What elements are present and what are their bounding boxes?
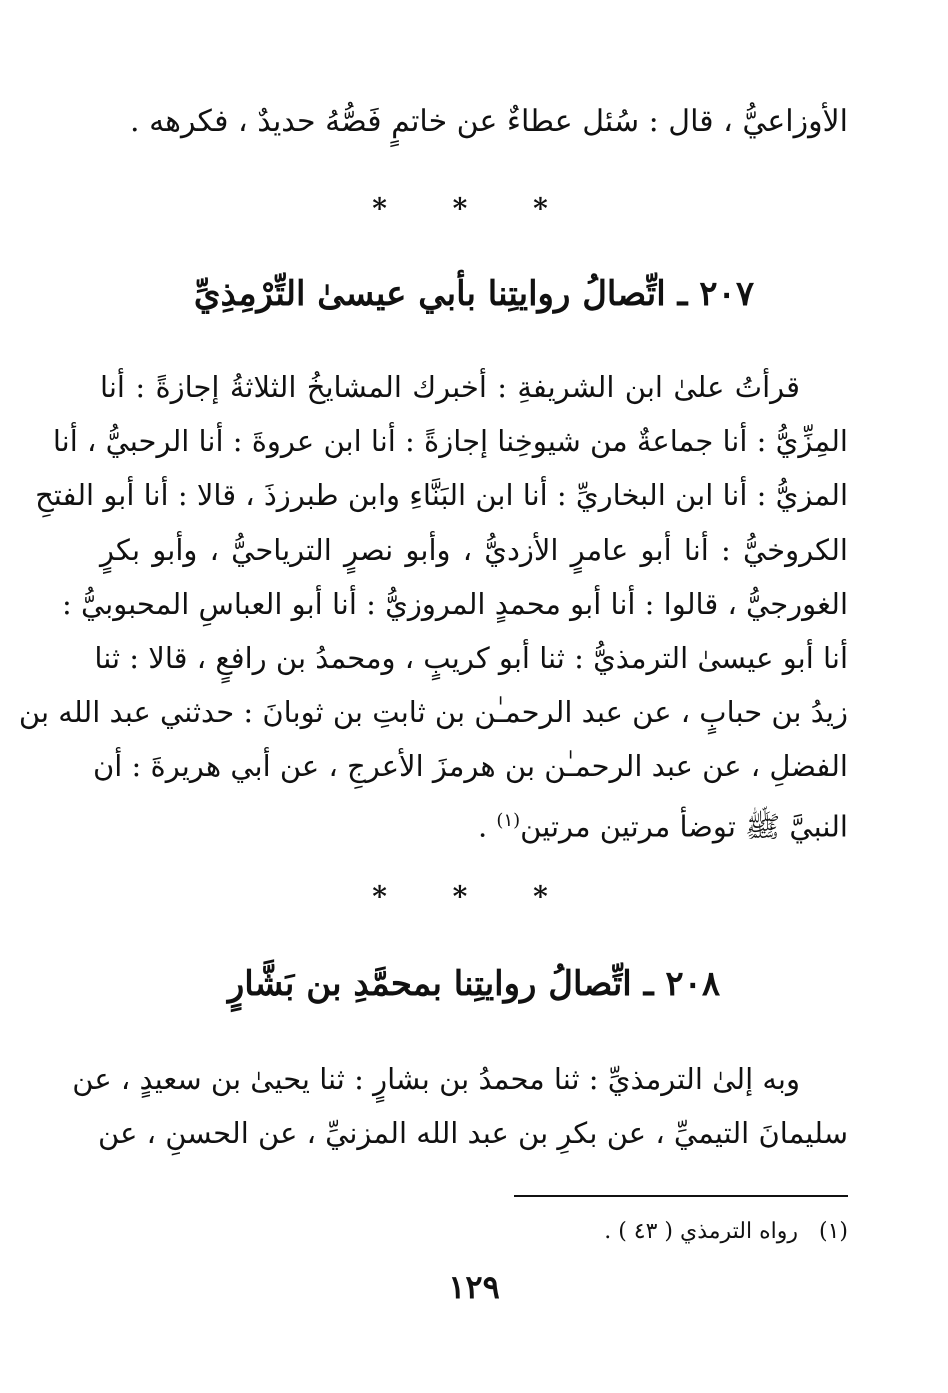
footnote-text: رواه الترمذي ( ٤٣ ) . [604, 1219, 798, 1244]
body-line-text: النبيَّ ﷺ توضأ مرتين مرتين [520, 809, 848, 844]
section-208-body [72, 1052, 848, 1160]
carryover-line: الأوزاعيُّ ، قال : سُئل عطاءٌ عن خاتمٍ فَصُّهُ حديدٌ ، فكرهه . [130, 104, 848, 139]
body-line: وبه إلىٰ الترمذيِّ : ثنا محمدُ بن بشارٍ : ثنا يحيىٰ بن سعيدٍ ، عن [72, 1062, 800, 1096]
body-line: المزيُّ : أنا ابن البخاريِّ : أنا ابن البَنَّاءِ وابن طبرزذَ ، قالا : أنا أبو الفتحِ [35, 478, 848, 513]
end-mark: . [477, 809, 488, 844]
section-208-heading: ٢٠٨ ـ اتِّصالُ روايتِنا بمحمَّدِ بن بَشَّارٍ [227, 964, 721, 1004]
footnote-divider [514, 1195, 848, 1197]
body-line: قرأتُ علىٰ ابن الشريفةِ : أخبرك المشايخُ الثلاثةُ إجازةً : أنا [100, 370, 800, 404]
body-line: زيدُ بن حبابٍ ، عن عبد الرحمـٰن بن ثابتِ بن ثوبانَ : حدثني عبد الله بن [18, 695, 848, 730]
section-207-body [18, 360, 848, 853]
page-number: ١٢٩ [448, 1268, 500, 1306]
footnote [560, 1216, 848, 1248]
body-line: المِزِّيُّ : أنا جماعةٌ من شيوخِنا إجازةً : أنا ابن عروةَ : أنا الرحبيُّ ، أنا [52, 424, 848, 459]
body-line: الفضلِ ، عن عبد الرحمـٰن بن هرمزَ الأعرجِ ، عن أبي هريرةَ : أن [92, 749, 848, 784]
section-separator: * * * [372, 192, 576, 225]
section-207-heading: ٢٠٧ ـ اتِّصالُ روايتِنا بأبي عيسىٰ التِّرْمِذِيِّ [193, 274, 755, 314]
footnote-number: (١) [818, 1219, 848, 1244]
body-line: أنا أبو عيسىٰ الترمذيُّ : ثنا أبو كريبٍ ، ومحمدُ بن رافعٍ ، قالا : ثنا [94, 641, 848, 676]
section-separator-2: * * * [372, 880, 576, 913]
body-line: الغورجيُّ ، قالوا : أنا أبو محمدٍ المروزيُّ : أنا أبو العباسِ المحبوبيُّ : [61, 586, 848, 621]
footnote-marker: (١) [496, 809, 521, 831]
body-line: سليمانَ التيميِّ ، عن بكرِ بن عبد الله المزنيِّ ، عن الحسنِ ، عن [98, 1116, 848, 1151]
body-line-last [100, 794, 848, 854]
body-line: الكروخيُّ : أنا أبو عامرٍ الأزديُّ ، وأبو نصرٍ الترياحيُّ ، وأبو بكرٍ [100, 532, 848, 567]
